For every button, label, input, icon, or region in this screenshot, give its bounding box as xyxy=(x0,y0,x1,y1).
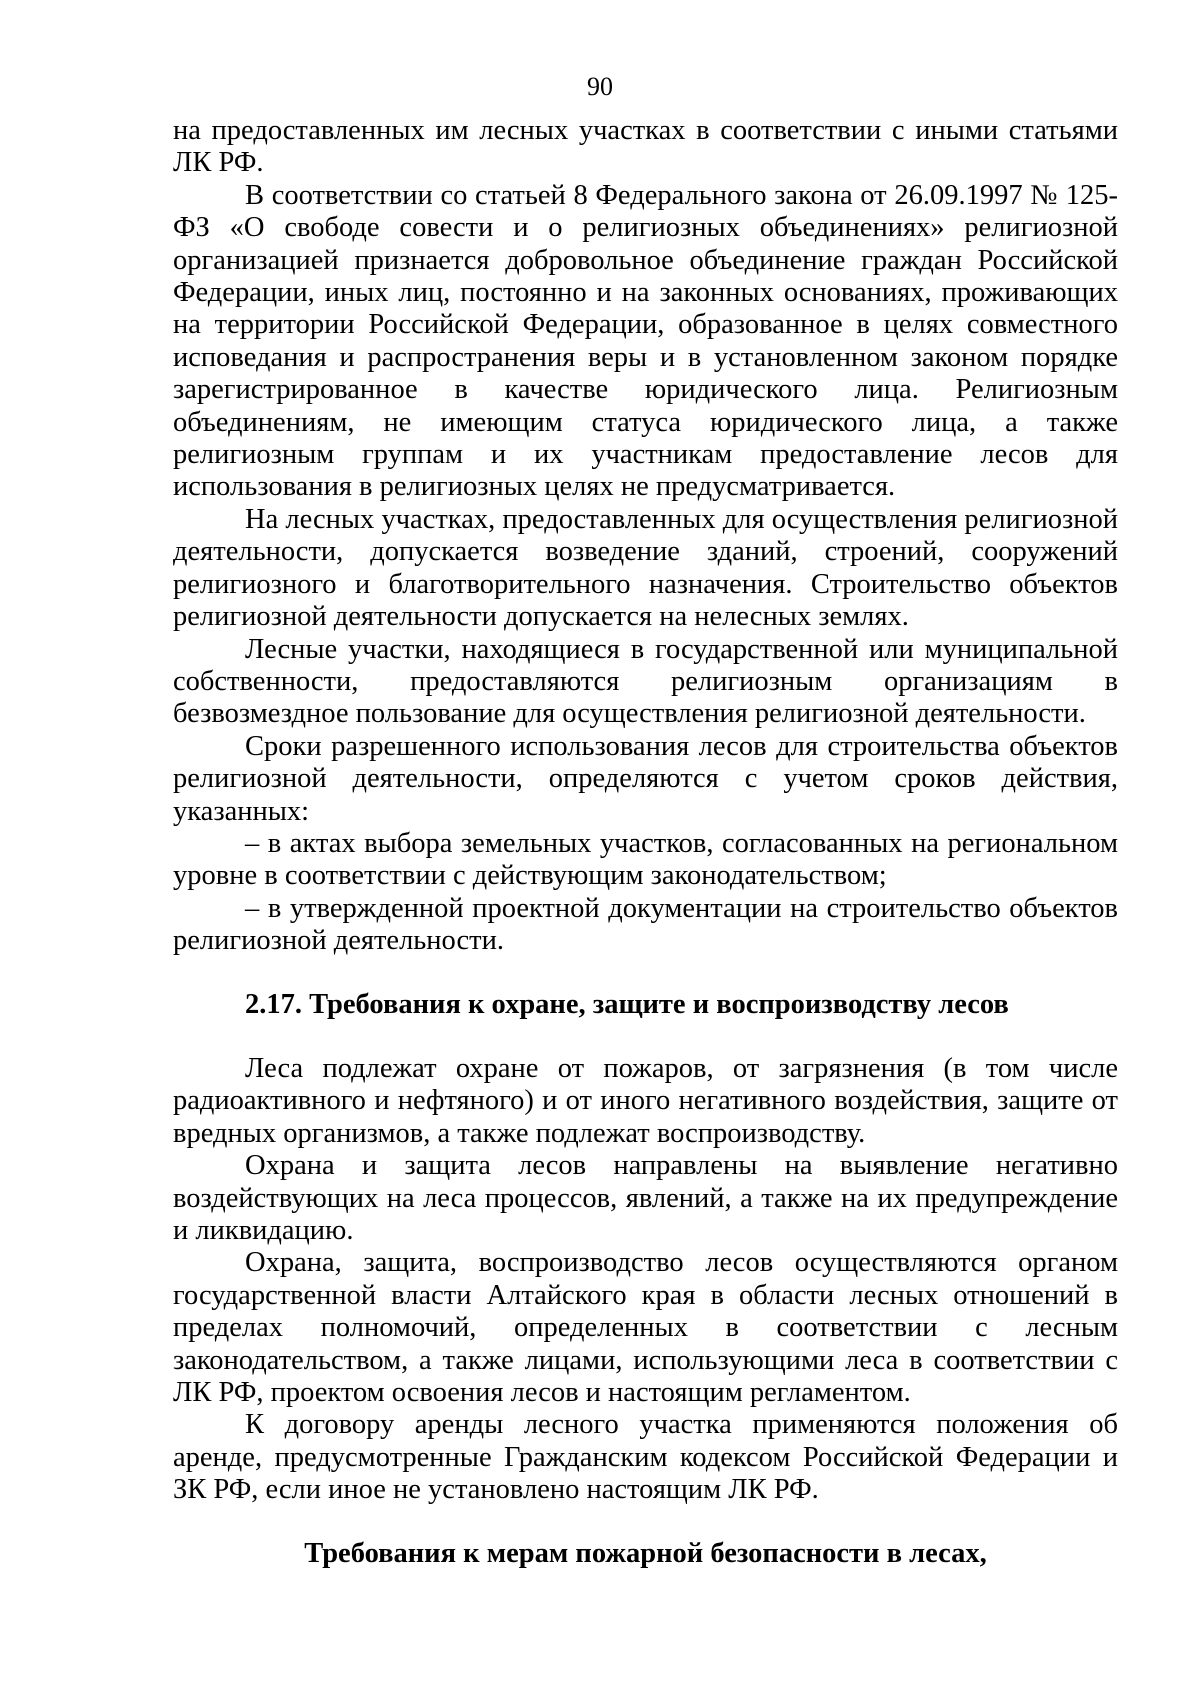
paragraph-aimed: Охрана и защита лесов направлены на выявление негативно воздействующих на леса процессов, явлений, а также на их предупреждение и ликвидацию. xyxy=(173,1150,1118,1246)
paragraph-construction: На лесных участках, предоставленных для осуществления религиозной деятельности, допускается возведение зданий, строений, сооружений религиозного и благотворительного назначения. Строительство объектов религиозной деятельности допускается на нелесных землях. xyxy=(173,503,1118,633)
list-item-land-selection: – в актах выбора земельных участков, согласованных на региональном уровне в соответствии с действующим законодательством; xyxy=(173,827,1118,892)
page-content xyxy=(173,115,1118,1570)
paragraph-religious-organization: В соответствии со статьей 8 Федерального закона от 26.09.1997 № 125-ФЗ «О свободе совести и о религиозных объединениях» религиозной организацией признается добровольное объединение граждан Российской Федерации, иных лиц, постоянно и на законных основаниях, проживающих на территории Российской Федерации, образованное в целях совместного исповедания и распространения веры и в установленном законом порядке зарегистрированное в качестве юридического лица. Религиозным объединениям, не имеющим статуса юридического лица, а также религиозным группам и их участникам предоставление лесов для использования в религиозных целях не предусматривается. xyxy=(173,179,1118,503)
paragraph-continuation: на предоставленных им лесных участках в соответствии с иными статьями ЛК РФ. xyxy=(173,115,1118,179)
paragraph-protection: Леса подлежат охране от пожаров, от загрязнения (в том числе радиоактивного и нефтяного) и от иного негативного воздействия, защите от вредных организмов, а также подлежат воспроизводству. xyxy=(173,1052,1118,1149)
paragraph-terms: Сроки разрешенного использования лесов для строительства объектов религиозной деятельности, определяются с учетом сроков действия, указанных: xyxy=(173,730,1118,827)
subsection-heading-fire-safety: Требования к мерам пожарной безопасности в лесах, xyxy=(304,1537,987,1569)
paragraph-free-use: Лесные участки, находящиеся в государственной или муниципальной собственности, предоставляются религиозным организациям в безвозмездное пользование для осуществления религиозной деятельности. xyxy=(173,633,1118,730)
section-heading-forest-protection: 2.17. Требования к охране, защите и воспроизводству лесов xyxy=(245,988,1009,1020)
page-number: 90 xyxy=(587,72,613,101)
paragraph-lease: К договору аренды лесного участка применяются положения об аренде, предусмотренные Гражданским кодексом Российской Федерации и ЗК РФ, если иное не установлено настоящим ЛК РФ. xyxy=(173,1409,1118,1506)
list-item-project-docs: – в утвержденной проектной документации на строительство объектов религиозной деятельности. xyxy=(173,892,1118,957)
paragraph-authority: Охрана, защита, воспроизводство лесов осуществляются органом государственной власти Алтайского края в области лесных отношений в пределах полномочий, определенных в соответствии с лесным законодательством, а также лицами, использующими леса в соответствии с ЛК РФ, проектом освоения лесов и настоящим регламентом. xyxy=(173,1247,1118,1409)
